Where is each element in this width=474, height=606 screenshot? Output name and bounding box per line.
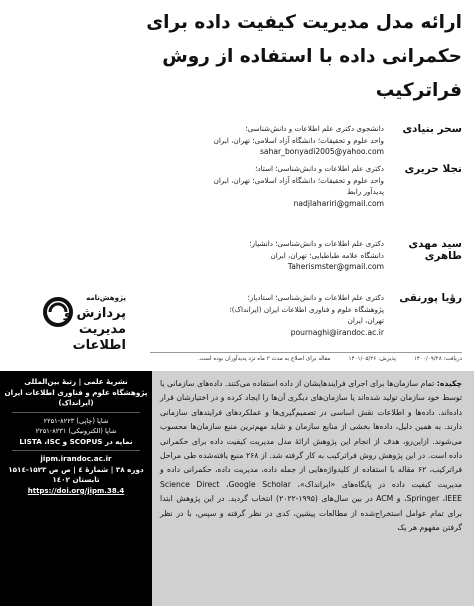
article-title	[22, 6, 462, 108]
affiliation-line: دکتری علم اطلاعات و دانش‌شناسی؛ استادیار؛	[247, 293, 384, 302]
author-name: نجلا حریری	[404, 163, 462, 175]
affiliation-line: دانشگاه علامه طباطبایی؛ تهران، ایران	[270, 250, 384, 260]
author-email[interactable]: pournaghi@irandoc.ac.ir	[290, 327, 384, 337]
author-email[interactable]: sahar_bonyadi2005@yahoo.com	[259, 147, 384, 156]
divider	[12, 412, 140, 413]
affiliation-line: دانشجوی دکتری علم اطلاعات و دانش‌شناسی؛	[245, 124, 384, 133]
affiliation-line: واحد علوم و تحقیقات؛ دانشگاه آزاد اسلامی؛ تهران، ایران	[213, 135, 384, 145]
issn-online: شاپا (الکترونیکی) ۸۲۳۱-۲۲۵۱	[35, 427, 117, 435]
revision-note: مقاله برای اصلاح به مدت ۳ ماه نزد پدیدآوران بوده است.	[198, 356, 331, 362]
author-block	[12, 163, 462, 223]
title-line: فراترکیب	[375, 80, 462, 101]
abstract-text	[152, 371, 474, 535]
author-block	[12, 238, 462, 298]
abstract-label: چکیده:	[436, 379, 462, 388]
issn-print: شاپا (چاپی) ۸۲۲۳-۲۲۵۱	[43, 416, 109, 425]
logo-text: مدیریت	[78, 322, 126, 337]
issue-season: تابستان ۱٤۰۲	[52, 475, 100, 484]
author-name: سحر بنیادی	[402, 123, 462, 135]
author-affiliation	[160, 238, 384, 273]
publisher-abbrev: (ایرانداک)	[58, 398, 94, 407]
indexing-info: نمایه در SCOPUS و LISTA ،ISC	[19, 436, 133, 446]
article-dates	[150, 352, 462, 362]
abstract-body: تمام سازمان‌ها برای اجرای فرایندهایشان از داده استفاده می‌کنند. داده‌های سازمانی یا توسط خود سازمان تولید شده‌اند یا سازمان‌های دیگری آن‌ها را ایجاد کرده و در اختیارشان قرار داده‌اند. داده‌ها و اطلاعات نقش اساسی در تصمیم‌گیری‌ها و عملکردهای فرایندهای سازمانی دارند. به همین دلیل، داده‌ها بخشی از منابع سازمان و شاید مهم‌ترین منبع سازمان‌ها محسوب می‌شوند. ازاین‌رو، هدف از انجام این پژوهش ارائۀ مدل مدیریت کیفیت داده برای حکمرانی داده است. در این پژوهش روش فراترکیب به کار گرفته شد. از ۲۶۸ منبع یافته‌شده طی مراحل فراترکیب، ۶۲ مقاله با استفاده از کلیدواژه‌هایی از جمله داده، مدیریت داده، حکمرانی داده و مدیریت کیفیت داده در پایگاه‌های «ایرانداک»، Science Direct ،Google Scholar ،Springer ،IEEE و ACM در بین سال‌های (۱۹۹۵-۲۰۲۲) انتخاب گردید. در این پژوهش ابتدا برای تمام عوامل استخراج‌شده از مطالعات پیشین، کدی در نظر گرفته و سپس، با در نظر گرفتن مفهوم هر یک	[160, 379, 462, 533]
received-date: دریافت: ۱۴۰۰/۰۹/۲۸	[413, 356, 462, 362]
author-affiliation	[160, 163, 384, 209]
affiliation-line: دکتری علم اطلاعات و دانش‌شناسی؛ استاد؛	[255, 164, 384, 173]
journal-logo-graphic	[40, 290, 130, 356]
journal-rank: نشریۀ علمی | رتبۀ بین‌المللی	[24, 377, 128, 386]
author-affiliation	[160, 123, 384, 158]
author-name: سید مهدی طاهری	[408, 238, 462, 262]
logo-text: پردازش و	[63, 306, 126, 321]
author-email[interactable]: Taherismster@gmail.com	[287, 262, 384, 271]
accepted-date: پذیرش: ۱۴۰۱/۰۵/۲۶	[348, 356, 396, 362]
author-email[interactable]: nadjlahariri@gmail.com	[293, 198, 384, 208]
doi-link[interactable]: https://doi.org/jipm.38.4	[27, 486, 125, 495]
affiliation-line: دکتری علم اطلاعات و دانش‌شناسی؛ دانشیار؛	[249, 239, 384, 248]
affiliation-line: پدیدآور رابط	[346, 187, 384, 196]
abstract-panel	[152, 371, 474, 606]
title-line: ارائه مدل مدیریت کیفیت داده برای	[146, 12, 462, 33]
author-affiliation	[160, 292, 384, 338]
affiliation-line: پژوهشگاه علوم و فناوری اطلاعات ایران (ایرانداک)؛	[229, 304, 384, 314]
logo-text: اطلاعات	[72, 338, 126, 353]
affiliation-line: تهران، ایران	[347, 316, 384, 325]
publisher-name: پژوهشگاه علوم و فناوری اطلاعات ایران	[4, 387, 148, 397]
title-line: حکمرانی داده با استفاده از روش	[162, 46, 462, 67]
journal-logo	[40, 290, 130, 356]
journal-website[interactable]: jipm.irandoc.ac.ir	[40, 454, 112, 463]
author-name: رؤیا پورنقی	[399, 292, 462, 304]
logo-text: پژوهش‌نامه	[86, 294, 126, 302]
affiliation-line: واحد علوم و تحقیقات؛ دانشگاه آزاد اسلامی؛ تهران، ایران	[213, 175, 384, 185]
divider	[12, 450, 140, 451]
volume-info: دوره ۳۸ | شمارۀ ٤ | ص ص ۱۵۲۳-۱۵۱٤	[8, 464, 144, 474]
journal-info-panel	[0, 371, 152, 606]
